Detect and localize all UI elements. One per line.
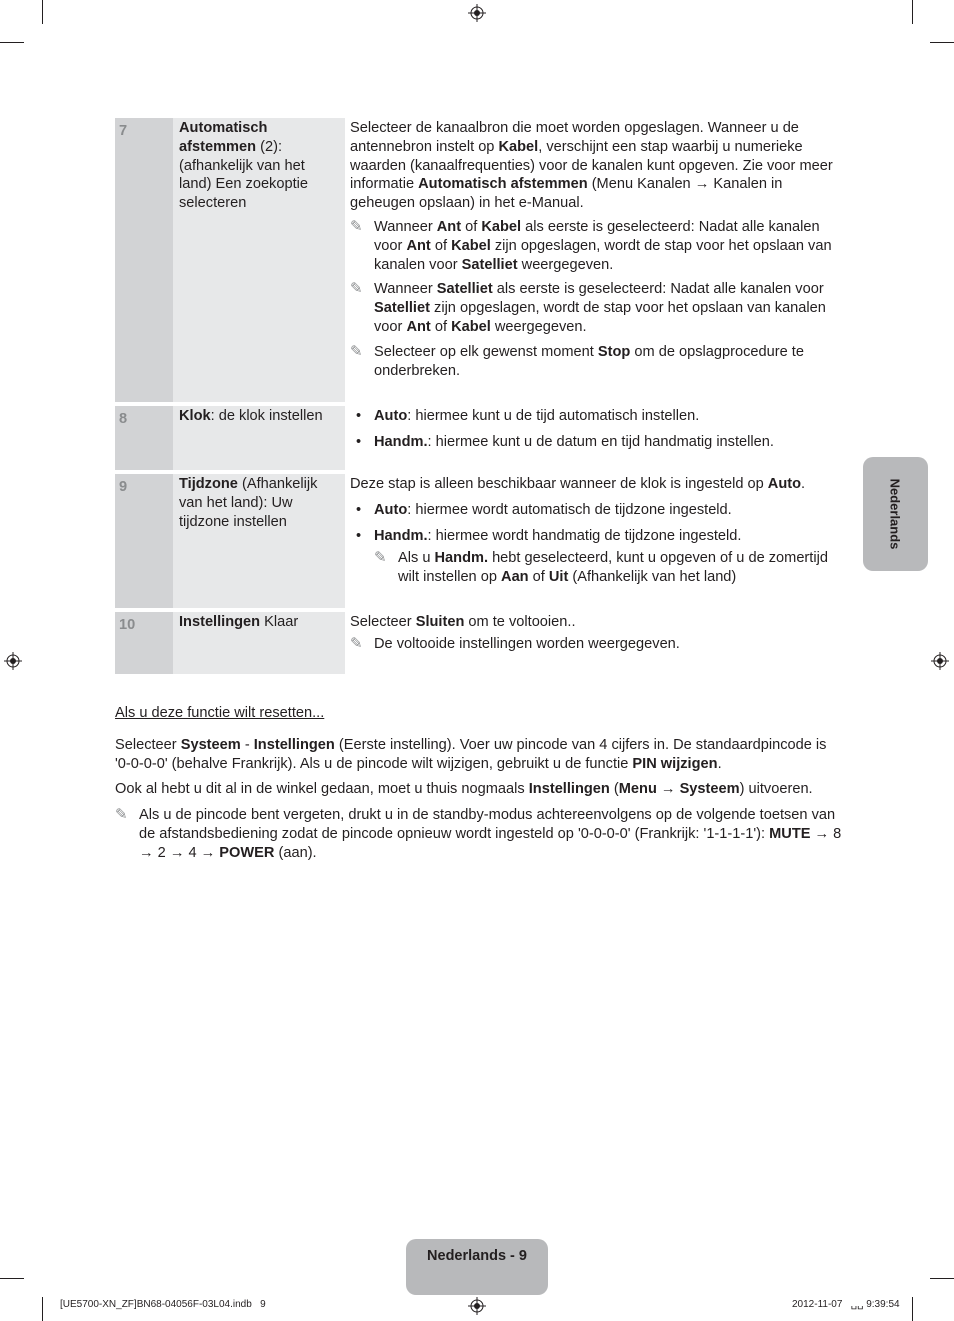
- reset-paragraph: Selecteer Systeem - Instellingen (Eerste instelling). Voer uw pincode van 4 cijfers in. De standaardpincode is '0-0-0-0' (behalve Frankrijk). Als u de pincode wilt wijzigen, gebruikt u de functie PIN wijzigen.: [115, 736, 827, 772]
- note: ✎ De voltooide instellingen worden weergegeven.: [350, 634, 680, 652]
- imprint-left: [UE5700-XN_ZF]BN68-04056F-03L04.indb 9: [60, 1299, 266, 1310]
- step-intro: Deze stap is alleen beschikbaar wanneer de klok is ingesteld op Auto.: [350, 476, 806, 492]
- note: ✎ Als u de pincode bent vergeten, drukt u in de standby-modus achtereenvolgens op de volgende toetsen van de afstandsbediening zodat de pincode opnieuw wordt ingesteld op '0-0-0-0' (Frankrijk: '1-1-1-1'): MUTE → 8 → 2 → 4 → POWER (aan).: [115, 806, 842, 861]
- reset-paragraph: Ook al hebt u dit al in de winkel gedaan, moet u thuis nogmaals Instellingen (Menu → Systeem) uitvoeren.: [115, 781, 813, 798]
- step-label: Automatisch afstemmen (2): (afhankelijk van het land) Een zoekoptie selecteren: [173, 118, 345, 402]
- crop-mark: [42, 1297, 43, 1321]
- page-footer: [406, 1239, 548, 1295]
- step-number: 10: [115, 612, 173, 674]
- note: ✎ Wanneer Satelliet als eerste is geselecteerd: Nadat alle kanalen voor Satelliet zijn opgeslagen, wordt de stap voor het opslaan van kanalen voor Ant of Kabel weergegeven.: [350, 280, 826, 335]
- crop-mark: [0, 1278, 24, 1279]
- imprint-right: 2012-11-07 ␣␣ 9:39:54: [792, 1299, 900, 1310]
- setup-steps-table: [115, 118, 840, 674]
- step-label: Klok: de klok instellen: [173, 406, 345, 470]
- step-description: [345, 474, 840, 608]
- step-number: 9: [115, 474, 173, 608]
- step-label: Instellingen Klaar: [173, 612, 345, 674]
- step-row-9: [115, 474, 840, 608]
- step-intro: Selecteer de kanaalbron die moet worden opgeslagen. Wanneer u de antennebron instelt op Kabel, verschijnt een stap waarbij u numerieke waarden (kanaalfrequenties) voor de kanalen kunt opgeven. Zie voor meer informatie Automatisch afstemmen (Menu Kanalen → Kanalen in geheugen opslaan) in het e-Manual.: [350, 120, 833, 212]
- reset-section: [115, 704, 842, 869]
- pencil-note-icon: ✎: [350, 634, 363, 652]
- step-row-8: [115, 406, 840, 470]
- list-item: • Auto: hiermee wordt automatisch de tijdzone ingesteld.: [356, 501, 732, 518]
- pencil-note-icon: ✎: [350, 342, 363, 360]
- registration-mark-icon: [4, 652, 22, 670]
- list-item: • Handm.: hiermee wordt handmatig de tijdzone ingesteld.: [356, 527, 742, 544]
- crop-mark: [0, 42, 24, 43]
- crop-mark: [912, 0, 913, 24]
- crop-mark: [912, 1297, 913, 1321]
- step-row-7: [115, 118, 840, 402]
- language-side-tab: Nederlands: [863, 457, 928, 571]
- pencil-note-icon: ✎: [374, 549, 387, 567]
- pencil-note-icon: ✎: [350, 280, 363, 298]
- registration-mark-icon: [931, 652, 949, 670]
- step-label: Tijdzone (Afhankelijk van het land): Uw tijdzone instellen: [173, 474, 345, 608]
- note: ✎ Selecteer op elk gewenst moment Stop om de opslagprocedure te onderbreken.: [350, 342, 804, 379]
- step-row-10: [115, 612, 840, 674]
- list-item: • Auto: hiermee kunt u de tijd automatisch instellen.: [356, 408, 700, 424]
- step-intro: Selecteer Sluiten om te voltooien..: [350, 614, 576, 630]
- reset-heading: Als u deze functie wilt resetten...: [115, 705, 325, 721]
- step-description: [345, 612, 840, 674]
- list-item: • Handm.: hiermee kunt u de datum en tijd handmatig instellen.: [356, 433, 774, 450]
- crop-mark: [930, 1278, 954, 1279]
- page-number: Nederlands - 9: [427, 1248, 527, 1264]
- registration-mark-icon: [468, 1297, 486, 1315]
- pencil-note-icon: ✎: [350, 217, 363, 235]
- step-description: [345, 118, 840, 402]
- note: ✎ Als u Handm. hebt geselecteerd, kunt u opgeven of u de zomertijd wilt instellen op Aan of Uit (Afhankelijk van het land): [374, 549, 828, 586]
- step-number: 7: [115, 118, 173, 402]
- step-description: [345, 406, 840, 470]
- step-number: 8: [115, 406, 173, 470]
- pencil-note-icon: ✎: [115, 806, 128, 824]
- crop-mark: [42, 0, 43, 24]
- note: ✎ Wanneer Ant of Kabel als eerste is geselecteerd: Nadat alle kanalen voor Ant of Kabel zijn opgeslagen, wordt de stap voor het opslaan van kanalen voor Satelliet weergegeven.: [350, 217, 832, 273]
- registration-mark-icon: [468, 4, 486, 22]
- crop-mark: [930, 42, 954, 43]
